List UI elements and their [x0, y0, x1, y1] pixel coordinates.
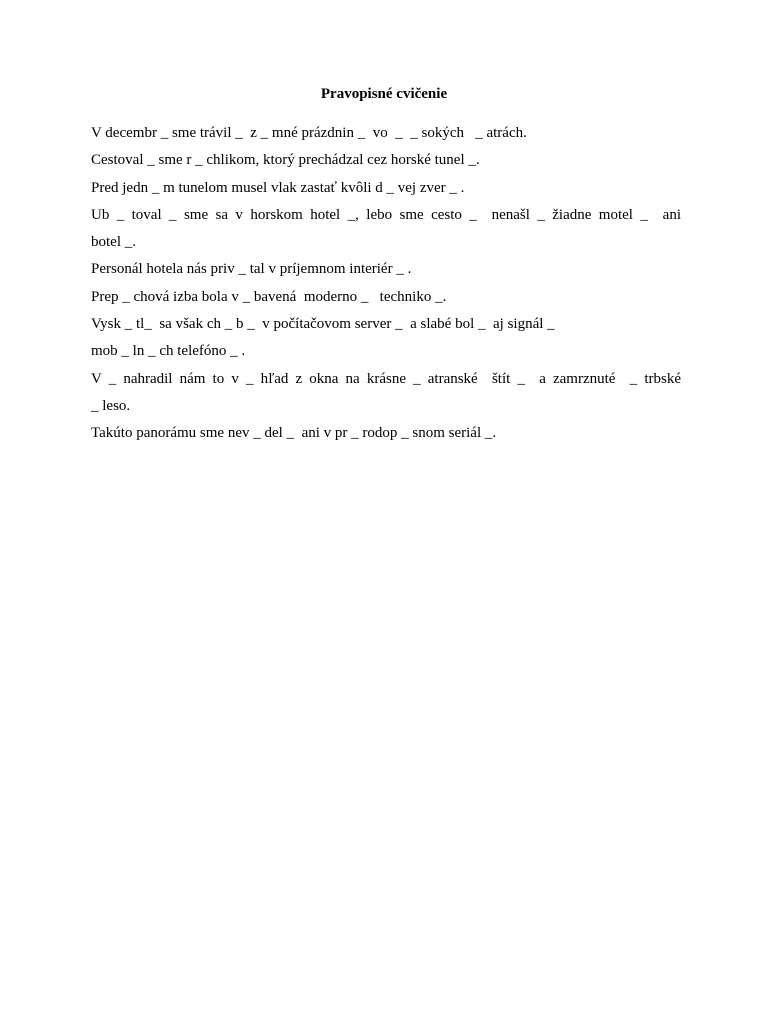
document-title: Pravopisné cvičenie [320, 86, 448, 102]
exercise-line: Prep _ chová izba bola v _ bavená moderno _ techniko _. [91, 288, 447, 305]
exercise-line: Ub _ toval _ sme sa v horskom hotel _, lebo sme cesto _ nenašl _ žiadne motel _ ani [91, 206, 681, 223]
exercise-line: _ leso. [91, 397, 131, 414]
exercise-line: Vysk _ tl_ sa však ch _ b _ v počítačovom server _ a slabé bol _ aj signál _ [91, 316, 555, 333]
exercise-text [91, 120, 681, 448]
exercise-line: botel _. [91, 234, 136, 251]
exercise-line: V decembr _ sme trávil _ z _ mné prázdnin _ vo _ _ sokých _ atrách. [91, 125, 527, 141]
exercise-line: Personál hotela nás priv _ tal v príjemnom interiér _ . [91, 261, 412, 278]
exercise-line: Cestoval _ sme r _ chlikom, ktorý prechádzal cez horské tunel _. [91, 152, 480, 169]
exercise-line: V _ nahradil nám to v _ hľad z okna na krásne _ atranské štít _ a zamrznuté _ trbské [91, 370, 681, 387]
exercise-line: Pred jedn _ m tunelom musel vlak zastať kvôli d _ vej zver _ . [91, 179, 465, 196]
exercise-line: Takúto panorámu sme nev _ del _ ani v pr _ rodop _ snom seriál _. [91, 425, 497, 442]
exercise-line: mob _ ln _ ch telefóno _ . [91, 343, 246, 360]
